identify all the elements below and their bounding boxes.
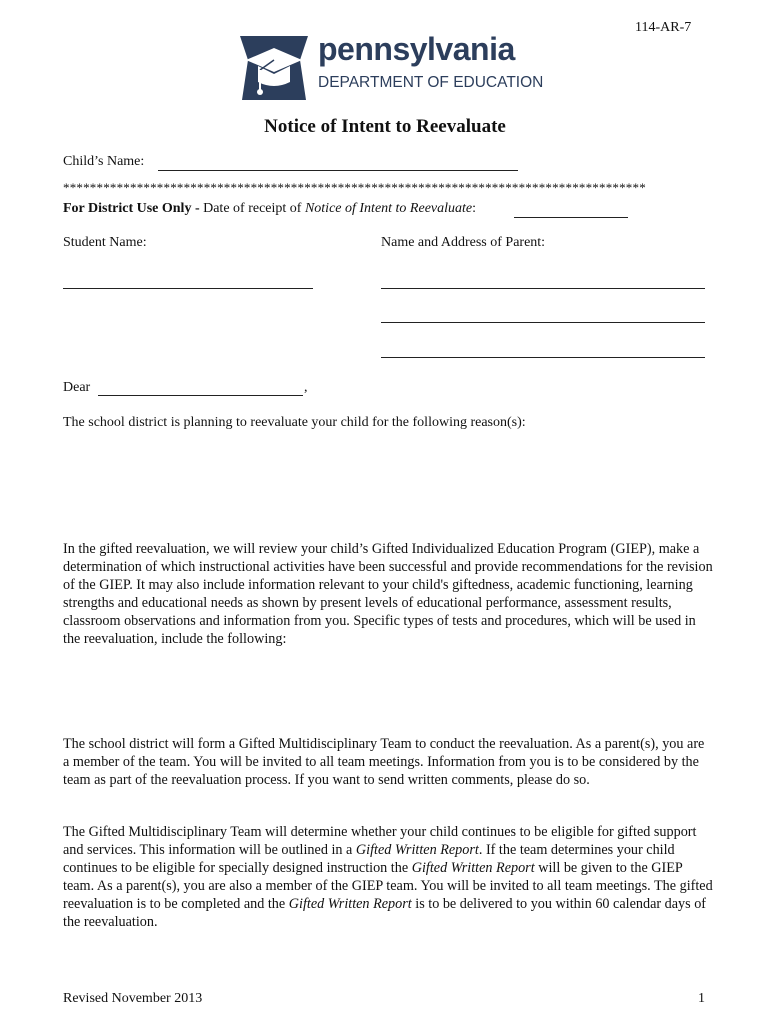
parent-address-line-2[interactable] — [381, 322, 705, 323]
childs-name-label: Child’s Name: — [63, 154, 145, 169]
district-use-line — [63, 201, 476, 217]
para3-t4: is to be delivered to you within 60 calendar days of the reevaluation. — [63, 896, 707, 930]
logo-wordmark: pennsylvania — [318, 31, 515, 67]
pde-logo — [238, 30, 544, 102]
parent-name-address-label: Name and Address of Parent: — [381, 235, 546, 250]
student-name-field[interactable] — [63, 288, 313, 289]
parent-address-line-1[interactable] — [381, 288, 705, 289]
para3-t1: The Gifted Multidisciplinary Team will determine whether your child continues to be eligible for gifted support and services. This information will be outlined in a — [63, 824, 697, 858]
revised-date: Revised November 2013 — [63, 991, 203, 1006]
team-paragraph — [63, 735, 713, 789]
para3-i1: Gifted Written Report — [355, 842, 479, 858]
form-code: 114-AR-7 — [635, 20, 692, 35]
para1-text: In the gifted reevaluation, we will review your child’s Gifted Individualized Education Program (GIEP), make a determination of which instructional activities have been successful and provide recommendations for the revision of the GIEP. It may also include information relevant to your child's giftedness, academic functioning, learning strengths and educational needs as shown by present levels of educational performance, assessment results, classroom observations and information from you. Specific types of tests and procedures, which will be used in the reevaluation, include the following: — [63, 541, 713, 647]
logo-department: DEPARTMENT OF EDUCATION — [318, 74, 544, 91]
district-use-colon: : — [472, 201, 477, 216]
para3-i2: Gifted Written Report — [411, 860, 535, 876]
page-title: Notice of Intent to Reevaluate — [264, 116, 506, 137]
separator-stars: *************************************************************************************** — [63, 180, 646, 195]
dear-comma: , — [304, 380, 308, 395]
para2-text: The school district will form a Gifted Multidisciplinary Team to conduct the reevaluation. As a parent(s), you are a member of the team. You will be invited to all team meetings. Information from you is to be considered by the team as part of the reevaluation process. If you want to send written comments, please do so. — [63, 736, 705, 788]
reasons-intro: The school district is planning to reevaluate your child for the following reason(s): — [63, 415, 526, 430]
dear-label: Dear — [63, 380, 91, 395]
gifted-review-paragraph — [63, 540, 713, 648]
district-use-text: Date of receipt of — [199, 201, 305, 216]
salutation-field[interactable] — [98, 395, 303, 396]
eligibility-paragraph — [63, 823, 713, 931]
parent-address-line-3[interactable] — [381, 357, 705, 358]
district-use-bold: For District Use Only - — [63, 201, 200, 216]
para3-t2: . If the team determines your child continues to be eligible for specially designed instruction the — [63, 842, 675, 876]
student-name-label: Student Name: — [63, 235, 147, 250]
para3-text — [63, 823, 713, 931]
keystone-cap-icon — [238, 30, 310, 102]
para3-i3: Gifted Written Report — [288, 896, 412, 912]
receipt-date-field[interactable] — [514, 217, 628, 218]
para3-t3: will be given to the GIEP team. As a parent(s), you are also a member of the GIEP team. You will be invited to all team meetings. The gifted reevaluation is to be completed and the — [63, 860, 713, 912]
district-use-italic: Notice of Intent to Reevaluate — [304, 201, 473, 216]
page-number: 1 — [698, 991, 705, 1006]
childs-name-field[interactable] — [158, 170, 518, 171]
